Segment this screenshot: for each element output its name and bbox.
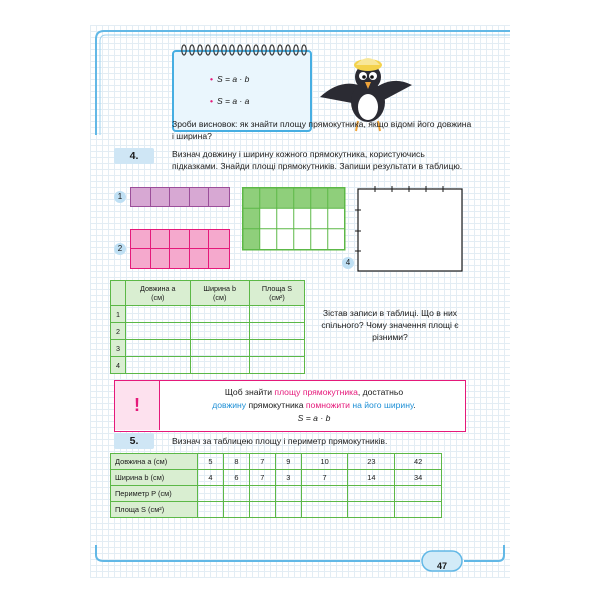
table-cell[interactable] bbox=[190, 340, 249, 357]
formula-line-1: • S = a · b bbox=[210, 74, 250, 84]
figure-label-4: 4 bbox=[342, 257, 354, 269]
rectangle-1 bbox=[130, 187, 230, 207]
table-cell[interactable] bbox=[126, 357, 191, 374]
textbook-page bbox=[90, 25, 510, 578]
task-4-number: 4. bbox=[114, 148, 154, 164]
table-cell[interactable] bbox=[249, 340, 304, 357]
table-cell[interactable] bbox=[301, 502, 348, 518]
notebook-spiral-icon bbox=[178, 43, 308, 57]
exclamation-icon: ! bbox=[115, 381, 160, 430]
perimeter-area-table bbox=[110, 453, 442, 518]
table-cell[interactable] bbox=[249, 357, 304, 374]
table-row: 2 bbox=[111, 323, 305, 340]
table-cell[interactable] bbox=[301, 486, 348, 502]
table-row: 1 bbox=[111, 306, 305, 323]
table-cell[interactable] bbox=[395, 502, 442, 518]
task-5-text: Визнач за таблицею площу і периметр прямокутників. bbox=[172, 436, 388, 446]
task-4-text: Визнач довжину і ширину кожного прямокутника, користуючись підказками. Знайди площі прямокутників. Запиши результати в таблицю. bbox=[172, 149, 463, 171]
rectangles-table bbox=[110, 280, 305, 374]
rule-text: Щоб знайти площу прямокутника, достатньо довжину прямокутника помножити на його ширину. S = a · b bbox=[212, 387, 416, 423]
rule-box bbox=[114, 380, 466, 432]
table-row: 3 bbox=[111, 340, 305, 357]
rectangle-4 bbox=[354, 185, 466, 275]
table-corner-cell bbox=[111, 281, 126, 306]
table-cell[interactable] bbox=[249, 486, 275, 502]
table-cell[interactable] bbox=[223, 486, 249, 502]
table-cell[interactable] bbox=[348, 486, 395, 502]
table-header-area: Площа S (см²) bbox=[249, 281, 304, 306]
table-cell[interactable] bbox=[223, 502, 249, 518]
figure-label-1: 1 bbox=[114, 191, 126, 203]
table-row: Периметр P (см) bbox=[111, 486, 442, 502]
table-cell[interactable] bbox=[275, 486, 301, 502]
table-cell[interactable] bbox=[249, 502, 275, 518]
table-cell[interactable] bbox=[126, 340, 191, 357]
table-cell[interactable] bbox=[395, 486, 442, 502]
page-number: 47 bbox=[436, 561, 447, 571]
table-row: Площа S (см²) bbox=[111, 502, 442, 518]
conclusion-question: Зроби висновок: як знайти площу прямокутника, якщо відомі його довжина і ширина? bbox=[172, 119, 472, 141]
table-cell[interactable] bbox=[190, 323, 249, 340]
table-cell[interactable] bbox=[190, 306, 249, 323]
table-cell[interactable] bbox=[126, 323, 191, 340]
table-cell[interactable] bbox=[275, 502, 301, 518]
table-header-width: Ширина b (см) bbox=[190, 281, 249, 306]
table-cell[interactable] bbox=[198, 502, 224, 518]
table-cell[interactable] bbox=[198, 486, 224, 502]
figure-label-2: 2 bbox=[114, 243, 126, 255]
table-cell[interactable] bbox=[348, 502, 395, 518]
table-cell[interactable] bbox=[249, 306, 304, 323]
rectangle-2 bbox=[130, 229, 230, 269]
table-row: Ширина b (см) 4 6 7 3 7 14 34 bbox=[111, 470, 442, 486]
table-cell[interactable] bbox=[190, 357, 249, 374]
table-header-length: Довжина a (см) bbox=[126, 281, 191, 306]
task-5-number: 5. bbox=[114, 433, 154, 449]
compare-question: Зістав записи в таблиці. Що в них спільного? Чому значення площі є різними? bbox=[321, 308, 459, 342]
table-row: 4 bbox=[111, 357, 305, 374]
rule-formula: S = a · b bbox=[297, 413, 331, 423]
table-cell[interactable] bbox=[249, 323, 304, 340]
table-row: Довжина a (см) 5 8 7 9 10 23 42 bbox=[111, 454, 442, 470]
rectangle-3 bbox=[242, 187, 347, 251]
formula-line-2: • S = a · a bbox=[210, 96, 250, 106]
table-cell[interactable] bbox=[126, 306, 191, 323]
